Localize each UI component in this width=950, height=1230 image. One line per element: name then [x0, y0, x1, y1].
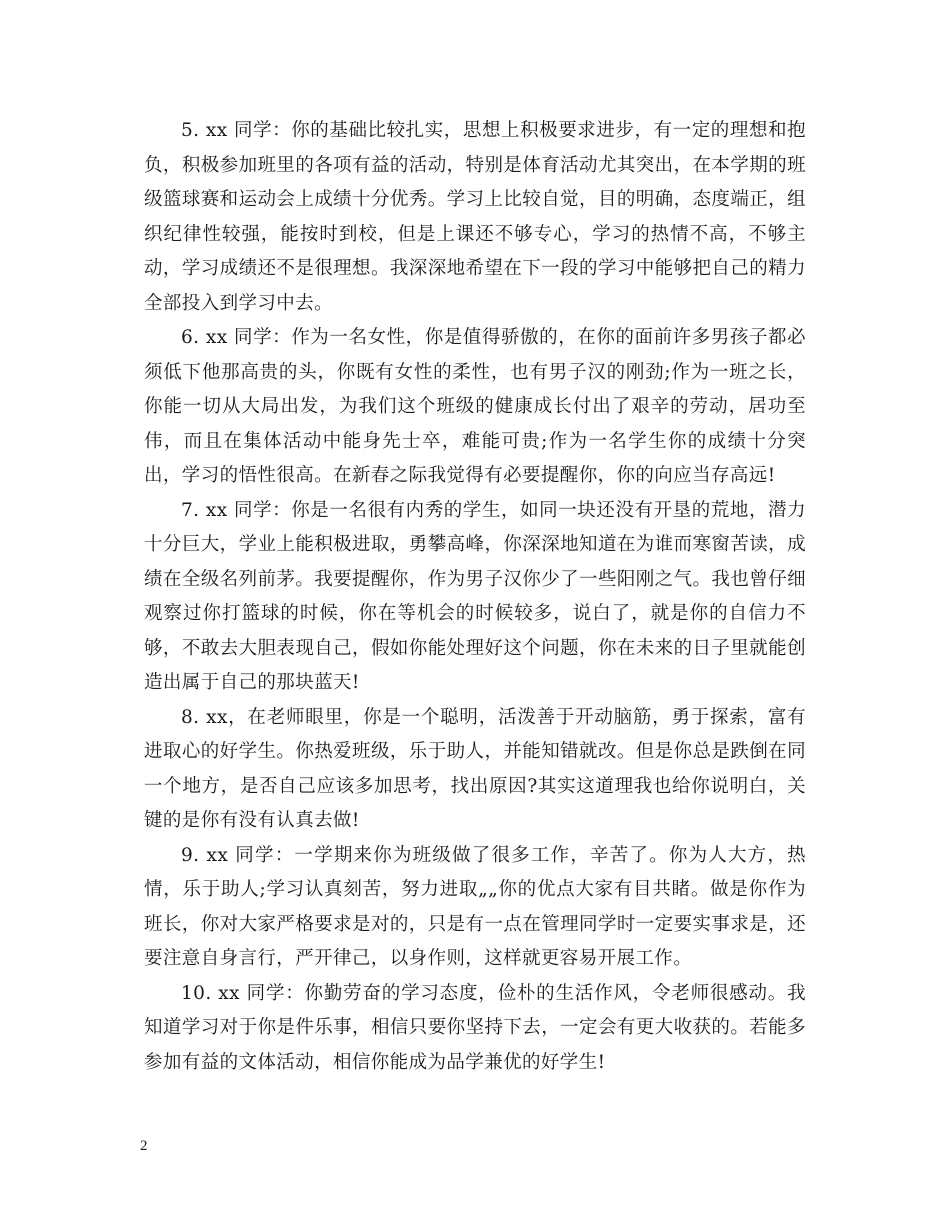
comment-paragraph-8: 8. xx，在老师眼里，你是一个聪明，活泼善于开动脑筋，勇于探索，富有进取心的好学生。你热爱班级，乐于助人，并能知错就改。但是你总是跌倒在同一个地方，是否自己应该多加思考，找出原因?其实这道理我也给你说明白，关键的是你有没有认真去做!	[144, 706, 806, 831]
comment-paragraph-10: 10. xx 同学：你勤劳奋的学习态度，俭朴的生活作风，令老师很感动。我知道学习对于你是件乐事，相信只要你坚持下去，一定会有更大收获的。若能多参加有益的文体活动，相信你能成为品学兼优的好学生!	[144, 982, 806, 1073]
comment-paragraph-5: 5. xx 同学：你的基础比较扎实，思想上积极要求进步，有一定的理想和抱负，积极参加班里的各项有益的活动，特别是体育活动尤其突出，在本学期的班级篮球赛和运动会上成绩十分优秀。学习上比较自觉，目的明确，态度端正，组织纪律性较强，能按时到校，但是上课还不够专心，学习的热情不高，不够主动，学习成绩还不是很理想。我深深地希望在下一段的学习中能够把自己的精力全部投入到学习中去。	[144, 120, 806, 314]
document-body	[144, 114, 806, 1080]
comment-paragraph-9: 9. xx 同学：一学期来你为班级做了很多工作，辛苦了。你为人大方，热情，乐于助人;学习认真刻苦，努力进取„„你的优点大家有目共睹。做是你作为班长，你对大家严格要求是对的，只是有一点在管理同学时一定要实事求是，还要注意自身言行，严开律己，以身作则，这样就更容易开展工作。	[144, 844, 806, 969]
page-number: 2	[140, 1138, 148, 1154]
comment-paragraph-6: 6. xx 同学：作为一名女性，你是值得骄傲的，在你的面前许多男孩子都必须低下他那高贵的头，你既有女性的柔性，也有男子汉的刚劲;作为一班之长，你能一切从大局出发，为我们这个班级的健康成长付出了艰辛的劳动，居功至伟，而且在集体活动中能身先士卒，难能可贵;作为一名学生你的成绩十分突出，学习的悟性很高。在新春之际我觉得有必要提醒你，你的向应当存高远!	[144, 327, 806, 486]
comment-paragraph-7: 7. xx 同学：你是一名很有内秀的学生，如同一块还没有开垦的荒地，潜力十分巨大，学业上能积极进取，勇攀高峰，你深深地知道在为谁而寒窗苦读，成绩在全级名列前茅。我要提醒你，作为男子汉你少了一些阳刚之气。我也曾仔细观察过你打篮球的时候，你在等机会的时候较多，说白了，就是你的自信力不够，不敢去大胆表现自己，假如你能处理好这个问题，你在未来的日子里就能创造出属于自己的那块蓝天!	[144, 499, 806, 693]
